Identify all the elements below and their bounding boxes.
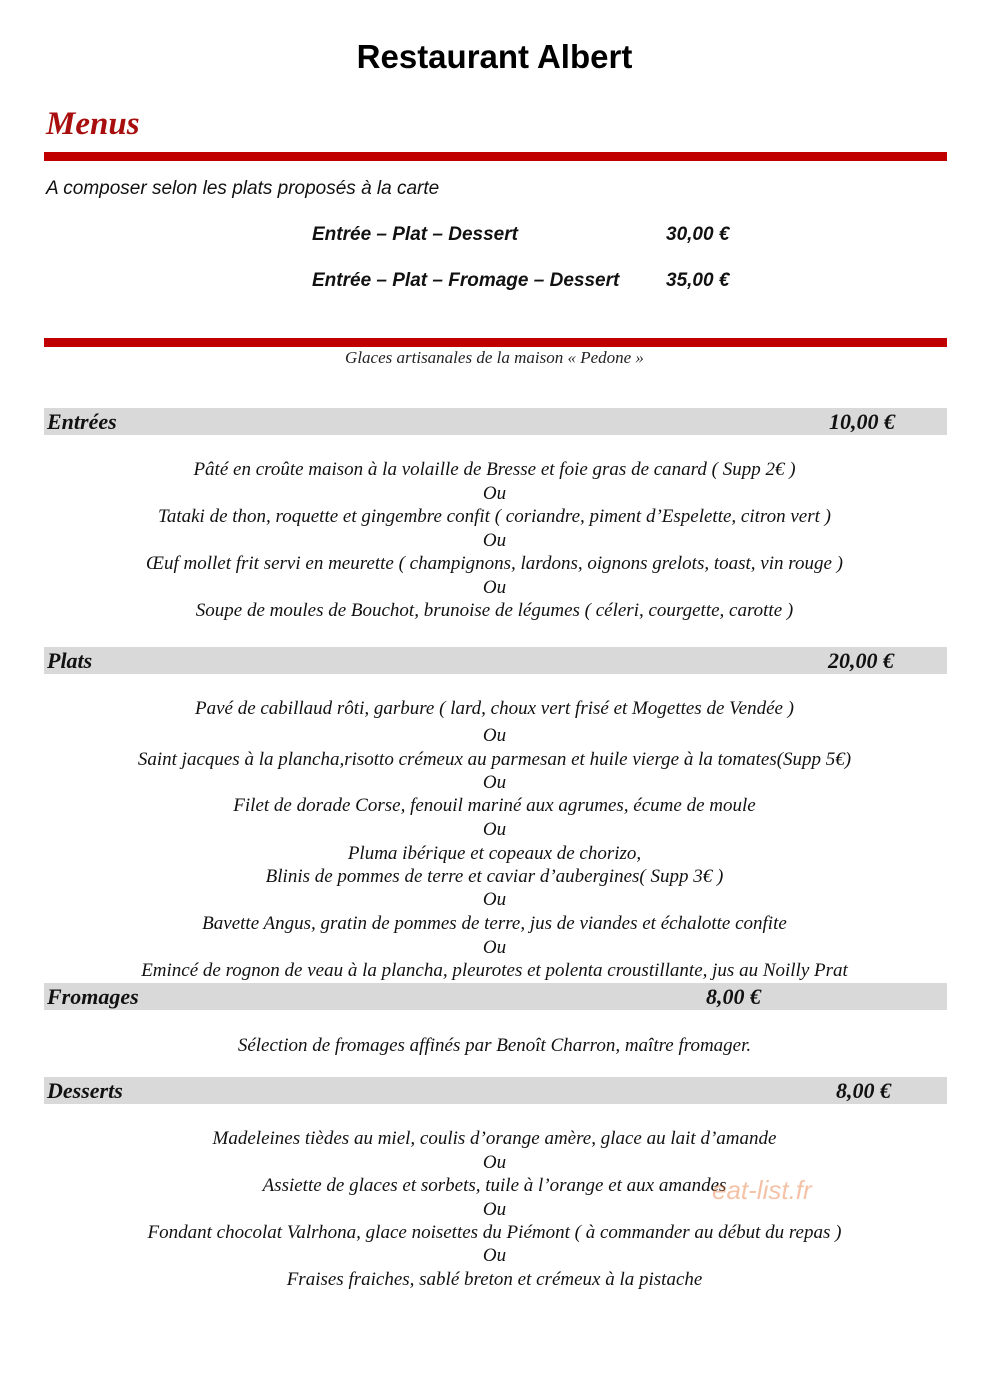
section-bar-plats — [44, 647, 947, 674]
bottom-red-divider — [44, 338, 947, 347]
section-name-fromages: Fromages — [47, 984, 139, 1009]
section-name-plats: Plats — [47, 648, 93, 673]
section-price-entrees: 10,00 € — [829, 409, 895, 434]
or-separator: Ou — [482, 530, 507, 551]
dessert-item-3: Fondant chocolat Valrhona, glace noisettes du Piémont ( à commander au début du repas ) — [147, 1222, 842, 1243]
section-price-plats: 20,00 € — [828, 648, 894, 673]
entree-item-2: Tataki de thon, roquette et gingembre confit ( coriandre, piment d’Espelette, citron vert ) — [158, 506, 831, 527]
or-separator: Ou — [482, 1152, 507, 1173]
dessert-item-4: Fraises fraiches, sablé breton et crémeux à la pistache — [286, 1269, 703, 1290]
entree-item-1: Pâté en croûte maison à la volaille de Bresse et foie gras de canard ( Supp 2€ ) — [193, 459, 796, 480]
glaces-note: Glaces artisanales de la maison « Pedone » — [345, 348, 644, 367]
or-separator: Ou — [482, 1245, 507, 1266]
plat-item-5: Bavette Angus, gratin de pommes de terre, jus de viandes et échalotte confite — [202, 913, 787, 934]
plat-item-4b: Blinis de pommes de terre et caviar d’aubergines( Supp 3€ ) — [265, 866, 724, 887]
entree-item-4: Soupe de moules de Bouchot, brunoise de légumes ( céleri, courgette, carotte ) — [195, 600, 794, 621]
formula-1-price: 30,00 € — [666, 224, 730, 245]
plat-item-1: Pavé de cabillaud rôti, garbure ( lard, choux vert frisé et Mogettes de Vendée ) — [194, 698, 795, 719]
dessert-item-2: Assiette de glaces et sorbets, tuile à l’orange et aux amandes — [262, 1175, 727, 1196]
formula-1-label: Entrée – Plat – Dessert — [312, 224, 518, 245]
or-separator: Ou — [482, 1199, 507, 1220]
dessert-item-1: Madeleines tièdes au miel, coulis d’orange amère, glace au lait d’amande — [212, 1128, 777, 1149]
or-separator: Ou — [482, 937, 507, 958]
plat-item-4a: Pluma ibérique et copeaux de chorizo, — [347, 843, 642, 864]
plat-item-3: Filet de dorade Corse, fenouil mariné aux agrumes, écume de moule — [233, 795, 756, 816]
entree-item-3: Œuf mollet frit servi en meurette ( champignons, lardons, oignons grelots, toast, vin rouge ) — [146, 553, 843, 574]
restaurant-title: Restaurant Albert — [356, 38, 633, 75]
menus-intro: A composer selon les plats proposés à la carte — [46, 178, 440, 199]
plat-item-6: Emincé de rognon de veau à la plancha, pleurotes et polenta croustillante, jus au Noilly Prat — [141, 960, 848, 981]
section-bar-desserts — [44, 1077, 947, 1104]
section-name-entrees: Entrées — [47, 409, 117, 434]
fromage-item-1: Sélection de fromages affinés par Benoît Charron, maître fromager. — [237, 1035, 752, 1056]
section-price-desserts: 8,00 € — [836, 1078, 891, 1103]
formula-2-label: Entrée – Plat – Fromage – Dessert — [312, 270, 620, 291]
or-separator: Ou — [482, 772, 507, 793]
formula-2-price: 35,00 € — [666, 270, 730, 291]
top-red-divider — [44, 152, 947, 161]
menus-heading: Menus — [46, 106, 140, 142]
section-name-desserts: Desserts — [47, 1078, 123, 1103]
or-separator: Ou — [482, 577, 507, 598]
section-bar-entrees — [44, 408, 947, 435]
or-separator: Ou — [482, 483, 507, 504]
section-price-fromages: 8,00 € — [706, 984, 761, 1009]
section-bar-fromages — [44, 983, 947, 1010]
watermark: eat-list.fr — [712, 1175, 812, 1205]
or-separator: Ou — [482, 889, 507, 910]
or-separator: Ou — [482, 725, 507, 746]
plat-item-2: Saint jacques à la plancha,risotto crémeux au parmesan et huile vierge à la tomates(Supp 5€) — [137, 749, 852, 770]
or-separator: Ou — [482, 819, 507, 840]
